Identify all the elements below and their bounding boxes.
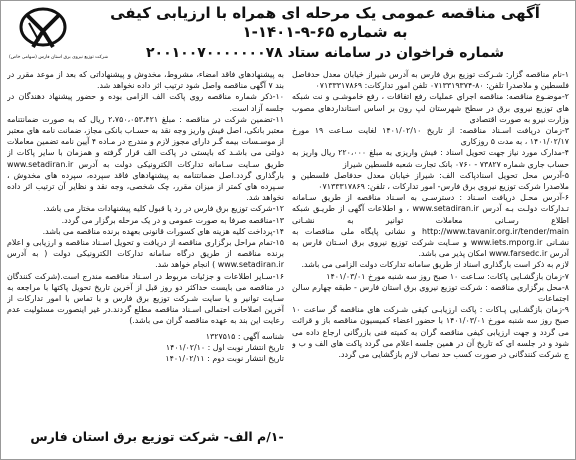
- first-publication-date: تاریخ انتشار نوبت اول : ۱۴۰۱/۰۲/۱۰: [165, 342, 284, 352]
- setad-tracking-number: شماره فراخوان در سامانه ستاد ۲۰۰۱۰۰۷۰۰۰۰۰۰۰۷۸: [146, 45, 504, 61]
- right-column: [292, 69, 569, 424]
- clause-4: ۴-مدارک مورد نیاز جهت تحویل اسناد : فیش واریزی به مبلغ ۲۲۰،۰۰۰ ریال واریز به حساب جاری شماره ۷۳۸۲۷ - ۰۷۶۰ بانک تجارت شعبه فلسطین شیراز: [292, 148, 569, 169]
- notice-header: [1, 1, 576, 67]
- clause-6-note: لازم به ذکر است بارگذاری اسناد از طریق سامانه تدارکات دولت الزامی می باشد.: [301, 260, 569, 270]
- tender-number: به شماره ۶۵-۹-۱۴۰۱-۱: [242, 23, 408, 41]
- company-logo-icon: [9, 7, 77, 51]
- clause-1: ۱-نام مناقصه گزار: شـرکت توزیع برق فارس به آدرس شیراز خیابان معدل حدفاصل فلسطین و ملاصدرا تلفن: ۸۰-۰۷۱۳۳۱۹۳۷۴ تلفن امور تدارکات: ۰۷۱۳۳۳۱۷۸۶۹: [292, 70, 569, 91]
- clause-11: ۱۱-تضمین شرکت در مناقصه : مبلغ ۲،۷۵۰،۰۵۳،۴۲۱ ریال که به صورت ضمانتنامه معتبر بانکی، اصل فیش واریز وجه نقد به حسـاب بانکی مجاز، ضمانت نامه های معتبر از موسـسات بیمه گـر دارای مجوز لازم و مندرج در مـاده ۴ آیین نامه تضمین معاملات دولتی می باشـد که بایستی در پاکت الف قرار گرفته و همزمان با سایر پاکات از طریق سـایت سـامانه تدارکات الکترونیکی دولت به آدرس www.setadiran.ir بارگذاری گردد.اصل ضمانتنامه به پیشنهادهای فاقد سپرده، سپرده های مخدوش ، سـپرده های کمتر از میزان مقرر، چک شخصی، وجه نقد و نظایر آن ترتیب اثر داده نخواهد شد.: [7, 114, 284, 203]
- clause-10: ۱۰-ذکر شماره مناقصه روی پاکت الف الزامی بوده و حضور پیشنهاد دهندگان در جلسه آزاد است.: [7, 92, 284, 113]
- clause-15: ۱۵-تمام مراحل برگزاری مناقصه از دریافت و تحویل اسـناد مناقصه و ارزیابی و اعلام برنده مناقصه از طریق درگاه سامانه تدارکات الکترونیکی دولت ( به آدرس www.setadiran.ir ) انجام خواهد شد.: [7, 238, 284, 270]
- left-column: [7, 69, 284, 424]
- notice-id: شناسه آگهی : ۱۳۲۷۵۱۵: [205, 331, 284, 341]
- clause-9: ۹-زمان بازگشـایی پـاکات : پاکت ارزیابـی کیفی شـرکت های مناقصه گر ساعت ۱۰ صبح روز سه شنبه مورخ ۱۴۰۱/۰۳/۰۱ با حضور اعضاء کمیسیون مناقصه باز و قرائت می گردد و جهت ارزیابی کیفی مناقصه گران به کمیته فنی بازرگانی ارجاع داده می شود و در جلسه ای که تاریخ آن در همین جلسه اعلام می گردد پاکت های الف و ب و ج شرکت کنندگانی در صورت کسب حد نصاب لازم بازگشایی می گردد.: [292, 305, 569, 360]
- clause-5: ۵-آدرس محل تحویل اسنادپاکت الف: شیراز خیابان معدل حدفاصل فلسطین و ملاصدرا شرکت توزیع نیروی برق فارس- امور تدارکات ، تلفن: ۰۷۱۳۳۳۱۷۸۶۹: [292, 170, 569, 192]
- company-logo: [9, 7, 108, 60]
- logo-caption: شرکت توزیع نیروی برق استان فارس (سهامی خاص): [9, 55, 108, 60]
- clause-12: ۱۲-شرکت توزیع برق فارس در رد یا قبول کلیه پیشنهادات مختار می باشد.: [43, 204, 284, 214]
- clause-8: ۸-محل برگزاری مناقصه : شرکت توزیع نیروی برق استان فارس - طبقه چهارم سالن اجتماعات: [292, 282, 569, 304]
- notice-headline: [79, 4, 571, 63]
- clause-3: ۳-زمان دریافت اسـناد مناقصه: از تاریخ ۱۴۰۱/۰۲/۱۰ لغایت سـاعت ۱۹ مورخ ۱۴۰۱/۰۲/۱۷ ، به مدت ۵ روزکاری: [292, 126, 569, 147]
- clause-14: ۱۴-پرداخت کلیه هزینه های کسورات قانونی بعهده برنده مناقصه می باشد.: [42, 226, 284, 236]
- clause-7: ۷-زمان بازگشـایی پاکات: سـاعت ۱۰ صبح روز سه شنبه مورخ ۱۴۰۱/۰۳/۰۱: [326, 271, 569, 281]
- clause-9-continued: به پیشنهادهای فاقد امضاء، مشروط، مخدوش و پیشنهاداتی که بعد از موعد مقرر در بند ۷ آگهی مناقصه واصل شود ترتیب اثر داده نخواهد شد.: [7, 70, 284, 91]
- clause-2: ۲-موضـوع مناقصه: مناقصه اجرای عملیات رفع اتفاقات ، رفع خاموشـی و نت شبکه های توزیع نیروی برق در سطح شهرستان لپ رون بر اساس استانداردهای مصوب وزارت نیرو به صورت اقتصادی: [292, 92, 569, 124]
- notice-title: آگهی مناقصه عمومی یک مرحله ای همراه با ارزیابی کیفی: [110, 4, 540, 22]
- notice-body: [7, 69, 569, 424]
- clause-13: ۱۳-مناقصه صرفا به صورت عمومی و در یک مرحله برگزار می گردد.: [61, 215, 284, 225]
- second-publication-date: تاریخ انتشار نوبت دوم : ۱۴۰۱/۰۲/۱۱: [165, 353, 284, 363]
- clause-16: ۱۶-سـایر اطلاعات و جزئیات مربوط در اسـناد مناقصه مندرج است.(شرکت کنندگان در مناقصه می بایست حداکثر دو روز قبل از آخرین تاریخ تحویل پاکتها با مراجعه به سـایت توانیر و یا سایت شـرکت توزیع برق فارس و با تماس با امور تدارکات از آخرین اصلاحات احتمالی اسـناد مناقصه مطلع گردند.در غیر اینصورت مسئولیت عدم رعایت این بند به عهده مناقصه گران می باشد.): [7, 271, 284, 326]
- company-signature: -۱/م الف- شرکت توزیع برق استان فارس: [30, 429, 284, 444]
- publication-info: [7, 331, 284, 364]
- clause-6: ۶-آدرس محـل دریافت اسـناد : دسترسـی به اسـناد مناقصه از طریق سـامانه تـدارکات دولـت بـه آدرس www.setadiran.ir ، و اطلاعات آگهی از طریـق شبکه اطلاع رسـانی معاملات توانیر به نشـانی http://www.tavanir.org.ir/tender/main و نشانی پایگاه ملی مناقصات به نشـانی www.iets.mporg.ir و سـایت شرکت توزیع نیروی برق اسـتان فارس به آدرس www.farsedc.ir امکان پذیر می باشد.: [292, 193, 569, 259]
